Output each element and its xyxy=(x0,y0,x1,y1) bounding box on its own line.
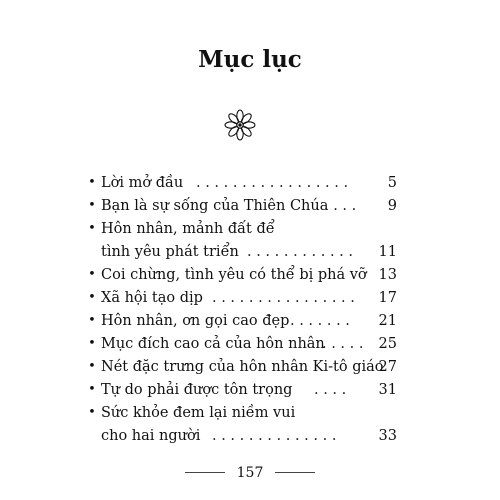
toc-entry-title: Lời mở đầu xyxy=(101,175,184,191)
toc-entry-title: Mục đích cao cả của hôn nhân xyxy=(101,336,325,352)
toc-entry-title: Bạn là sự sống của Thiên Chúa xyxy=(101,198,329,214)
bullet-icon: • xyxy=(88,198,96,213)
dot-leader: . . . . . xyxy=(322,336,364,352)
bullet-icon: • xyxy=(88,221,96,236)
toc-entry-title: Hôn nhân, mảnh đất để xyxy=(101,221,275,237)
bullet-icon: • xyxy=(88,267,96,282)
toc-entry-page: 17 xyxy=(378,290,397,306)
toc-entry-page: 13 xyxy=(378,267,397,283)
toc-entry[interactable] xyxy=(0,402,500,447)
toc-entry-page: 11 xyxy=(378,244,397,260)
bullet-icon: • xyxy=(88,382,96,397)
toc-entry-page: 5 xyxy=(387,175,397,191)
toc-entry-title-continued: tình yêu phát triển xyxy=(101,244,239,260)
toc-entry-title-continued: cho hai người xyxy=(101,428,201,444)
dot-leader: . . . . . . . xyxy=(290,313,350,329)
bullet-icon: • xyxy=(88,336,96,351)
dot-leader: . . . . . . . . . . . . xyxy=(247,244,354,260)
dot-leader: . . . . xyxy=(314,382,347,398)
toc-entry-title: Hôn nhân, ơn gọi cao đẹp xyxy=(101,313,290,329)
toc-entry[interactable] xyxy=(0,195,500,217)
dot-leader: . . . . . . . . . . . . . . . . xyxy=(212,290,355,306)
toc-entry[interactable] xyxy=(0,310,500,332)
toc-entry-page: 9 xyxy=(387,198,397,214)
toc-entry[interactable] xyxy=(0,172,500,194)
toc-entry-title: Nét đặc trưng của hôn nhân Ki-tô giáo xyxy=(101,359,384,375)
toc-entry[interactable] xyxy=(0,379,500,401)
toc-entry[interactable] xyxy=(0,264,500,286)
page-title: Mục lục xyxy=(198,46,302,73)
toc-entry[interactable] xyxy=(0,287,500,309)
page-number: 157 xyxy=(236,465,264,481)
toc-entry[interactable] xyxy=(0,333,500,355)
toc-entry-title: Tự do phải được tôn trọng xyxy=(101,382,293,398)
toc-entry-title: Coi chừng, tình yêu có thể bị phá vỡ xyxy=(101,267,367,283)
toc-entry-title: Xã hội tạo dịp xyxy=(101,290,203,306)
toc-entry-page: 25 xyxy=(378,336,397,352)
footer-rule-right xyxy=(275,472,315,473)
toc-entry[interactable] xyxy=(0,356,500,378)
page-footer xyxy=(0,462,500,484)
bullet-icon: • xyxy=(88,405,96,420)
dot-leader: . . . . . . . . . . . . . . xyxy=(212,428,337,444)
dot-leader: . . . . . . . . . . . . . . . . . xyxy=(196,175,349,191)
bullet-icon: • xyxy=(88,175,96,190)
bullet-icon: • xyxy=(88,313,96,328)
toc-entry-page: 27 xyxy=(378,359,397,375)
bullet-icon: • xyxy=(88,290,96,305)
toc-entry-title: Sức khỏe đem lại niềm vui xyxy=(101,405,296,421)
footer-rule-left xyxy=(185,472,225,473)
dot-leader: . . . . xyxy=(324,198,357,214)
toc-entry-page: 31 xyxy=(378,382,397,398)
toc-entry-page: 33 xyxy=(378,428,397,444)
toc-entry-page: 21 xyxy=(378,313,397,329)
toc-entry[interactable] xyxy=(0,218,500,263)
bullet-icon: • xyxy=(88,359,96,374)
